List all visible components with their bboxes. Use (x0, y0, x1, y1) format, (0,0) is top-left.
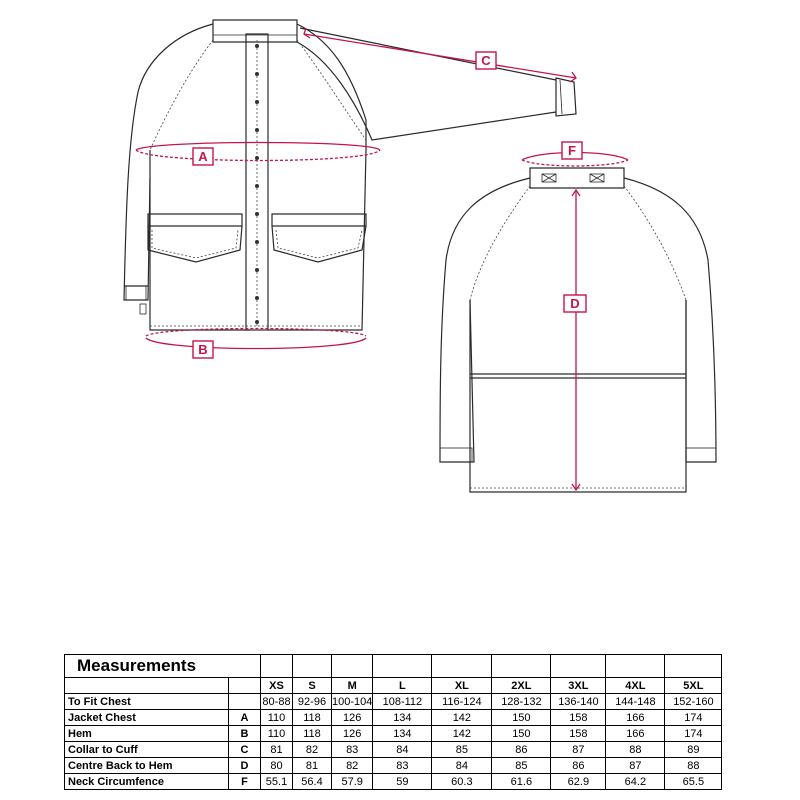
table-row (65, 710, 722, 726)
cell: 126 (332, 726, 373, 742)
measure-f-neck (522, 142, 628, 166)
blank-cell (373, 655, 432, 678)
cell: 89 (665, 742, 722, 758)
cell: 65.5 (665, 774, 722, 790)
size-header: XS (261, 678, 293, 694)
row-code: F (229, 774, 261, 790)
cell: 174 (665, 726, 722, 742)
size-header: XL (432, 678, 492, 694)
table-title: Measurements (65, 655, 261, 678)
row-label: Jacket Chest (65, 710, 229, 726)
cell: 86 (492, 742, 551, 758)
table-title-row (65, 655, 722, 678)
label-d: D (570, 296, 580, 311)
label-f: F (568, 143, 576, 158)
cell: 166 (606, 726, 665, 742)
cell: 56.4 (293, 774, 332, 790)
row-code: D (229, 758, 261, 774)
cell: 84 (432, 758, 492, 774)
cell: 88 (606, 742, 665, 758)
table-row (65, 694, 722, 710)
cell: 136-140 (551, 694, 606, 710)
blank-cell (665, 655, 722, 678)
measure-c-collar-to-cuff (304, 28, 576, 82)
table-row (65, 774, 722, 790)
jacket-back-view (440, 168, 716, 492)
size-header: L (373, 678, 432, 694)
cell: 126 (332, 710, 373, 726)
cell: 80 (261, 758, 293, 774)
table-row (65, 726, 722, 742)
measure-a-chest (136, 143, 380, 166)
size-header: 4XL (606, 678, 665, 694)
size-header: M (332, 678, 373, 694)
size-header: 5XL (665, 678, 722, 694)
cell: 110 (261, 726, 293, 742)
cell: 118 (293, 710, 332, 726)
cell: 128-132 (492, 694, 551, 710)
cell: 84 (373, 742, 432, 758)
cell: 158 (551, 726, 606, 742)
label-a: A (198, 149, 208, 164)
cell: 88 (665, 758, 722, 774)
cell: 92-96 (293, 694, 332, 710)
cell: 83 (332, 742, 373, 758)
cell: 55.1 (261, 774, 293, 790)
cell: 61.6 (492, 774, 551, 790)
row-code: A (229, 710, 261, 726)
cell: 80-88 (262, 695, 291, 708)
blank-cell (65, 678, 229, 694)
blank-cell (229, 678, 261, 694)
cell: 57.9 (332, 774, 373, 790)
cell: 118 (293, 726, 332, 742)
blank-cell (332, 655, 373, 678)
measurements-table (64, 654, 722, 790)
label-c: C (481, 53, 491, 68)
blank-cell (432, 655, 492, 678)
row-code (229, 694, 261, 710)
row-label: Centre Back to Hem (65, 758, 229, 774)
row-label: Collar to Cuff (65, 742, 229, 758)
row-label: Hem (65, 726, 229, 742)
cell: 142 (432, 726, 492, 742)
cell: 174 (665, 710, 722, 726)
row-code: C (229, 742, 261, 758)
cell: 87 (551, 742, 606, 758)
size-header-row (65, 678, 722, 694)
table-row (65, 742, 722, 758)
cell: 166 (606, 710, 665, 726)
cell: 62.9 (551, 774, 606, 790)
cell: 87 (606, 758, 665, 774)
cell: 64.2 (606, 774, 665, 790)
cell: 59 (373, 774, 432, 790)
cell: 144-148 (606, 694, 665, 710)
cell: 134 (373, 710, 432, 726)
table-row (65, 758, 722, 774)
row-label: Neck Circumfence (65, 774, 229, 790)
cell: 83 (373, 758, 432, 774)
cell: 150 (492, 726, 551, 742)
cell: 158 (551, 710, 606, 726)
label-b: B (198, 342, 208, 357)
cell: 60.3 (432, 774, 492, 790)
cell: 85 (432, 742, 492, 758)
cell: 82 (332, 758, 373, 774)
cell: 152-160 (665, 694, 722, 710)
cell: 150 (492, 710, 551, 726)
blank-cell (261, 655, 293, 678)
cell: 134 (373, 726, 432, 742)
size-header: S (293, 678, 332, 694)
blank-cell (606, 655, 665, 678)
blank-cell (293, 655, 332, 678)
blank-cell (551, 655, 606, 678)
measure-b-hem (146, 329, 366, 359)
size-header: 3XL (551, 678, 606, 694)
cell: 116-124 (432, 694, 492, 710)
cell: 110 (261, 710, 293, 726)
row-label: To Fit Chest (65, 694, 229, 710)
blank-cell (492, 655, 551, 678)
cell: 81 (293, 758, 332, 774)
size-header: 2XL (492, 678, 551, 694)
measure-d-centre-back (564, 190, 586, 490)
cell: 108-112 (373, 694, 432, 710)
cell: 81 (261, 742, 293, 758)
cell: 100-104 (332, 695, 373, 708)
cell: 86 (551, 758, 606, 774)
cell: 82 (293, 742, 332, 758)
cell: 85 (492, 758, 551, 774)
row-code: B (229, 726, 261, 742)
cell: 142 (432, 710, 492, 726)
